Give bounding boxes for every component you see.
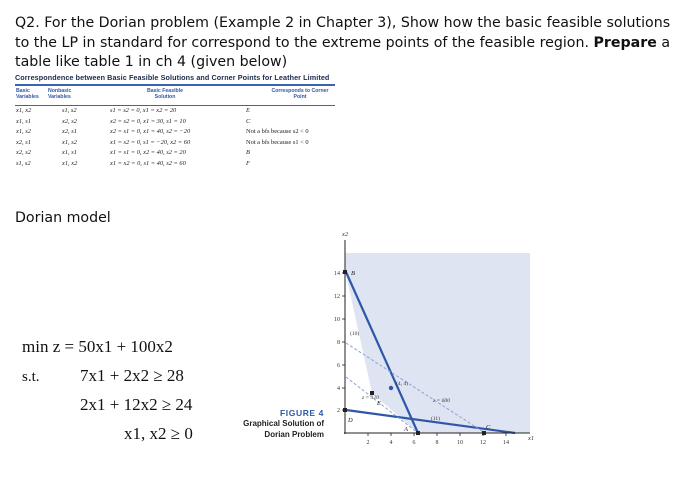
- cell-bfs: s1 = s2 = 0, x1 = x2 = 20: [110, 107, 177, 114]
- constraint-2: 2x1 + 12x2 ≥ 24: [80, 395, 193, 414]
- header-bfs: Basic Feasible Solution: [146, 88, 184, 100]
- cell-bfs: x1 = s2 = 0, s1 = −20, x2 = 60: [110, 138, 191, 146]
- line-10-label: (10): [350, 331, 360, 337]
- x-tick-label: 8: [435, 440, 439, 446]
- y-tick-label: 14: [334, 271, 340, 277]
- y-tick-label: 6: [337, 363, 340, 369]
- constraint-1: 7x1 + 2x2 ≥ 28: [80, 366, 184, 385]
- feasible-region: [345, 253, 530, 433]
- x-tick-label: 12: [480, 440, 486, 446]
- cell-nonbasic: x1, x2: [62, 159, 78, 167]
- x-tick-label: 14: [503, 440, 509, 446]
- figure-label: FIGURE 4: [279, 408, 324, 418]
- cell-basic: x2, s2: [16, 149, 31, 156]
- cell-corner: C: [246, 117, 251, 125]
- point-d-marker: [343, 408, 347, 412]
- point-a-label: A: [404, 426, 408, 433]
- cell-basic: s1, s2: [16, 159, 31, 167]
- line-11-label: (11): [431, 416, 440, 422]
- x-tick-label: 10: [457, 440, 463, 446]
- cell-nonbasic: s1, s2: [62, 107, 77, 114]
- point-c-label: C: [486, 424, 491, 431]
- x-tick-label: 2: [366, 440, 370, 446]
- figure-caption-line1: Graphical Solution of: [243, 419, 324, 428]
- dorian-model-label: Dorian model: [15, 210, 111, 226]
- x-tick-label: 4: [389, 440, 393, 446]
- subject-to-label: s.t.: [22, 369, 40, 385]
- iso-320-label: z = 320: [362, 395, 379, 401]
- cell-nonbasic: x1, s2: [62, 138, 77, 146]
- cell-bfs: x1 = x2 = 0, s1 = 40, s2 = 60: [110, 159, 186, 167]
- cell-bfs: x2 = s2 = 0, x1 = 30, s1 = 10: [110, 117, 186, 125]
- y-tick-label: 8: [337, 340, 340, 346]
- cell-corner: E: [246, 107, 250, 114]
- y-tick-label: 10: [334, 317, 340, 323]
- cell-corner: Not a bfs because s2 < 0: [246, 128, 309, 135]
- cell-basic: x1, s1: [16, 117, 31, 125]
- figure-caption-line2: Dorian Problem: [264, 430, 324, 439]
- table-title: Correspondence between Basic Feasible Solutions and Corner Points for Leather Limited: [15, 73, 330, 82]
- iso-600-label: z = 600: [433, 398, 450, 404]
- cell-bfs: x1 = s1 = 0, x2 = 40, s2 = 20: [110, 149, 186, 156]
- cell-corner: Not a bfs because s1 < 0: [246, 138, 309, 146]
- point-4-4-label: (4, 4): [396, 381, 408, 387]
- cell-bfs: x2 = s1 = 0, x1 = 40, s2 = −20: [110, 128, 191, 135]
- point-e-label: E: [377, 400, 381, 407]
- nonnegativity-constraint: x1, x2 ≥ 0: [124, 424, 193, 443]
- question-suffix: a table like table 1 in ch 4 (given below): [15, 34, 671, 70]
- point-c-marker: [482, 431, 486, 435]
- x-tick-label: 6: [412, 440, 416, 446]
- cell-nonbasic: x2, s1: [62, 128, 77, 135]
- point-a-marker: [416, 431, 420, 435]
- cell-basic: x1, s2: [16, 128, 31, 135]
- objective-function: min z = 50x1 + 100x2: [22, 337, 173, 356]
- cell-basic: x1, x2: [16, 107, 32, 114]
- question-bold: Prepare: [593, 34, 657, 51]
- cell-basic: x2, s1: [16, 138, 31, 146]
- x-axis-label: x1: [528, 435, 535, 442]
- point-b-marker: [343, 270, 347, 274]
- y-axis-label: x2: [342, 231, 349, 238]
- point-d-label: D: [348, 417, 353, 424]
- question-prefix: Q2. For the Dorian problem (Example 2 in Chapter 3), Show how the basic feasible solutions to the LP in standard for correspond to the extreme points of the feasible region.: [15, 15, 671, 51]
- cell-nonbasic: x1, s1: [62, 149, 77, 156]
- y-tick-label: 2: [337, 408, 340, 414]
- header-basic: Basic Variables: [16, 88, 39, 100]
- cell-corner: B: [246, 149, 250, 156]
- point-b-label: B: [351, 270, 355, 277]
- y-tick-label: 4: [337, 386, 340, 392]
- point-4-4-marker: [389, 386, 393, 390]
- cell-corner: F: [246, 159, 250, 167]
- cell-nonbasic: x2, s2: [62, 117, 77, 125]
- y-tick-label: 12: [334, 294, 340, 300]
- header-nonbasic: Nonbasic Variables: [48, 88, 72, 100]
- header-corner: Corresponds to Corner Point: [271, 88, 329, 100]
